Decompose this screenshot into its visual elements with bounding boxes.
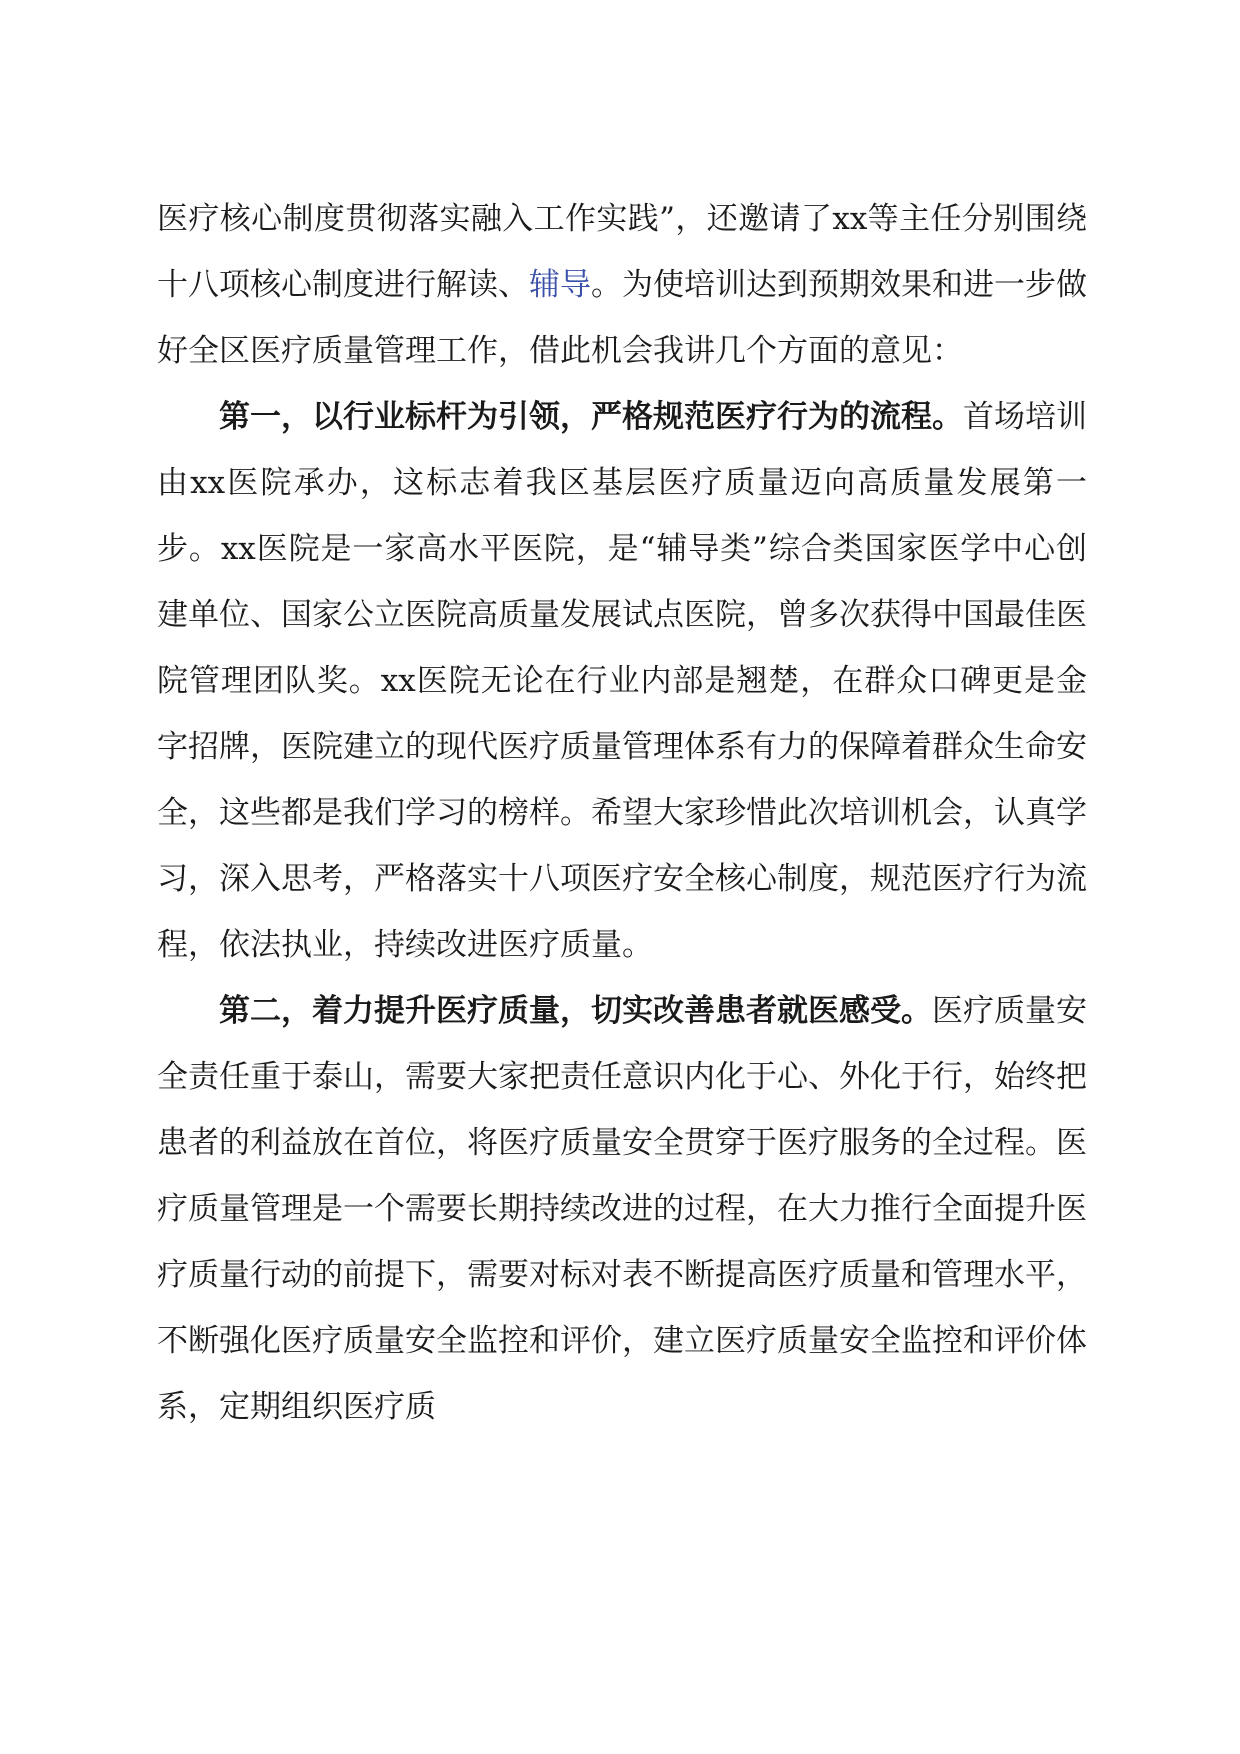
paragraph-text: 医疗核心制度贯彻落实融入工作实践”，还邀请了xx等主任分别围绕十八项核心制度进行解读、 [157,201,1087,303]
paragraph-point-one [157,384,1087,978]
document-body [157,186,1087,1440]
inline-link-fudao[interactable]: 辅导 [529,267,591,303]
paragraph-text: 。为使培训达到预期效果和进一步做好全区医疗质量管理工作，借此机会我讲几个方面的意见： [157,267,1087,369]
paragraph-point-two [157,978,1087,1440]
paragraph-heading: 第一，以行业标杆为引领，严格规范医疗行为的流程。 [219,399,963,435]
paragraph-text: 首场培训由xx医院承办，这标志着我区基层医疗质量迈向高质量发展第一步。xx医院是一家高水平医院，是“辅导类”综合类国家医学中心创建单位、国家公立医院高质量发展试点医院，曾多次获得中国最佳医院管理团队奖。xx医院无论在行业内部是翘楚，在群众口碑更是金字招牌，医院建立的现代医疗质量管理体系有力的保障着群众生命安全，这些都是我们学习的榜样。希望大家珍惜此次培训机会，认真学习，深入思考，严格落实十八项医疗安全核心制度，规范医疗行为流程，依法执业，持续改进医疗质量。 [157,399,1087,963]
paragraph-intro-continuation [157,186,1087,384]
paragraph-text: 医疗质量安全责任重于泰山，需要大家把责任意识内化于心、外化于行，始终把患者的利益放在首位，将医疗质量安全贯穿于医疗服务的全过程。医疗质量管理是一个需要长期持续改进的过程，在大力推行全面提升医疗质量行动的前提下，需要对标对表不断提高医疗质量和管理水平，不断强化医疗质量安全监控和评价，建立医疗质量安全监控和评价体系，定期组织医疗质 [157,993,1087,1425]
paragraph-heading: 第二，着力提升医疗质量，切实改善患者就医感受。 [219,993,932,1029]
